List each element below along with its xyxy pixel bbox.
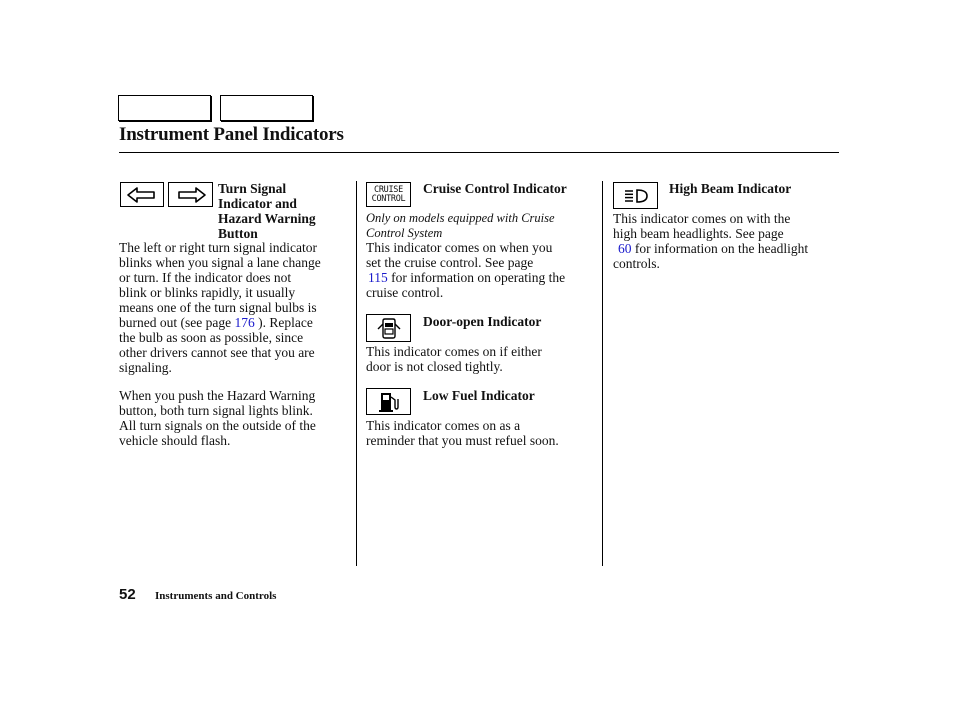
text-line: set the cruise control. See page xyxy=(366,255,534,270)
text-line: high beam headlights. See page xyxy=(613,226,784,241)
text-line: door is not closed tightly. xyxy=(366,359,503,374)
door-open-heading: Door-open Indicator xyxy=(423,314,542,329)
page-115-link[interactable]: 115 xyxy=(368,270,388,285)
heading-line: Button xyxy=(218,226,258,241)
text-line: All turn signals on the outside of the xyxy=(119,418,316,433)
text-line xyxy=(119,315,351,330)
text-line: means one of the turn signal bulbs is xyxy=(119,300,317,315)
column-divider-2 xyxy=(602,181,603,566)
turn-signal-paragraph-2 xyxy=(119,388,351,448)
page-number: 52 xyxy=(119,586,136,603)
text-line: Only on models equipped with Cruise xyxy=(366,211,555,225)
text-line: Control System xyxy=(366,226,443,240)
icon-text: CONTROL xyxy=(371,193,406,204)
next-page-button[interactable] xyxy=(220,95,313,121)
high-beam-body xyxy=(613,211,843,271)
text-line: This indicator comes on with the xyxy=(613,211,791,226)
cruise-control-icon xyxy=(366,182,411,207)
text-line: When you push the Hazard Warning xyxy=(119,388,316,403)
text-line: This indicator comes on when you xyxy=(366,240,553,255)
text-line: button, both turn signal lights blink. xyxy=(119,403,313,418)
text-line: The left or right turn signal indicator xyxy=(119,240,317,255)
text-span: burned out (see page xyxy=(119,315,232,330)
right-turn-signal-icon xyxy=(168,182,213,207)
door-open-body xyxy=(366,344,598,374)
section-name: Instruments and Controls xyxy=(155,590,277,602)
text-line: cruise control. xyxy=(366,285,444,300)
turn-signal-heading xyxy=(218,181,316,241)
cruise-control-body xyxy=(366,240,598,300)
fuel-pump-icon xyxy=(366,388,411,415)
text-line: other drivers cannot see that you are xyxy=(119,345,315,360)
text-line: This indicator comes on if either xyxy=(366,344,542,359)
text-line: vehicle should flash. xyxy=(119,433,231,448)
high-beam-heading: High Beam Indicator xyxy=(669,181,792,196)
low-fuel-body xyxy=(366,418,598,448)
icon-text: CRUISE xyxy=(374,184,403,195)
left-turn-signal-icon xyxy=(120,182,164,207)
heading-line: Hazard Warning xyxy=(218,211,316,226)
text-line: or turn. If the indicator does not xyxy=(119,270,292,285)
text-line: the bulb as soon as possible, since xyxy=(119,330,304,345)
text-line: controls. xyxy=(613,256,660,271)
column-divider-1 xyxy=(356,181,357,566)
door-open-icon xyxy=(366,314,411,342)
heading-line: Indicator and xyxy=(218,196,297,211)
text-line: This indicator comes on as a xyxy=(366,418,521,433)
low-fuel-heading: Low Fuel Indicator xyxy=(423,388,535,403)
text-span: for information on operating the xyxy=(387,270,566,285)
cruise-control-heading: Cruise Control Indicator xyxy=(423,181,567,196)
heading-line: Turn Signal xyxy=(218,181,287,196)
text-line: reminder that you must refuel soon. xyxy=(366,433,559,448)
text-line xyxy=(366,270,598,285)
high-beam-icon xyxy=(613,182,658,209)
title-divider xyxy=(119,152,839,153)
page-title: Instrument Panel Indicators xyxy=(119,124,344,145)
page-176-link[interactable]: 176 xyxy=(234,315,255,330)
previous-page-button[interactable] xyxy=(118,95,211,121)
text-line: blinks when you signal a lane change xyxy=(119,255,321,270)
text-line: signaling. xyxy=(119,360,172,375)
page-60-link[interactable]: 60 xyxy=(618,241,632,256)
text-span: ). Replace xyxy=(254,315,313,330)
text-line: blink or blinks rapidly, it usually xyxy=(119,285,296,300)
text-line xyxy=(613,241,843,256)
turn-signal-paragraph-1 xyxy=(119,240,351,375)
text-span: for information on the headlight xyxy=(631,241,809,256)
cruise-control-note xyxy=(366,211,598,241)
